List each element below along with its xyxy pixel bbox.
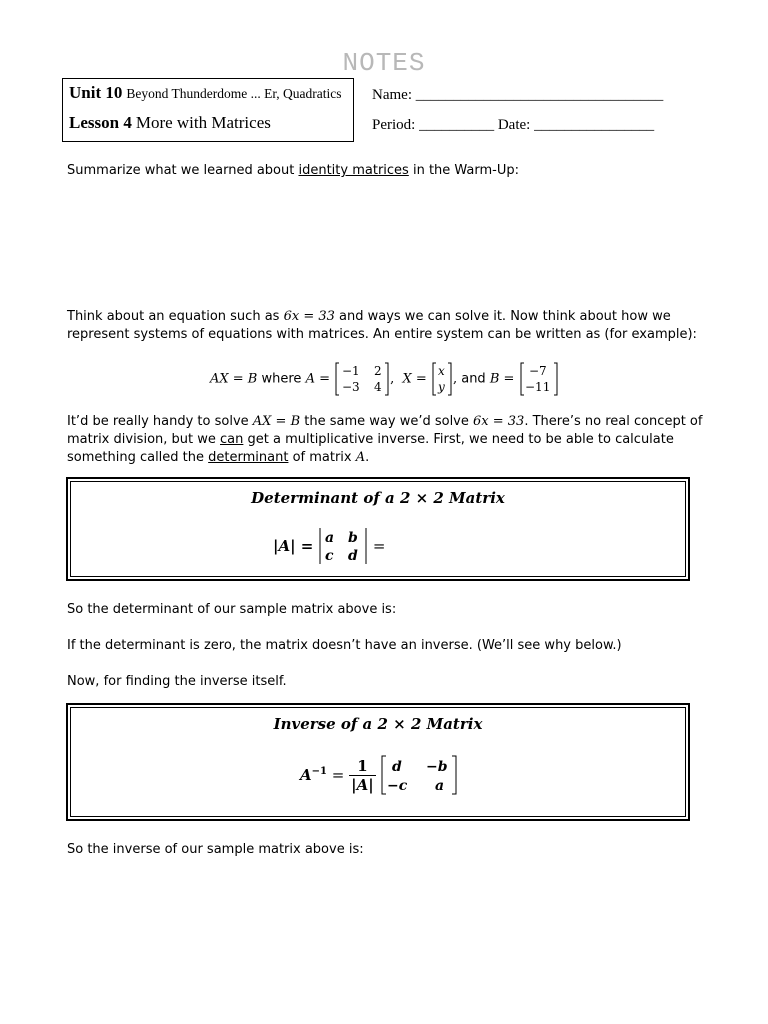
- handy-eq-1: AX = B: [252, 414, 301, 429]
- det-c: c: [325, 548, 334, 564]
- matrix-a: [334, 362, 390, 396]
- det-d: d: [348, 548, 358, 564]
- inv-a-entry: a: [435, 778, 445, 794]
- inverse-formula: [300, 755, 458, 795]
- det-lhs: |A| =: [273, 537, 314, 555]
- handy-determinant: determinant: [208, 450, 289, 465]
- where-text: where: [257, 371, 306, 387]
- b1: −7: [528, 364, 547, 378]
- inv-equals: =: [331, 766, 345, 784]
- det-zero-note: If the determinant is zero, the matrix doesn’t have an inverse. (We’ll see why below.): [67, 638, 622, 653]
- inv-fraction: [349, 757, 376, 794]
- handy-line-1: [67, 413, 702, 431]
- handy-line-2: [67, 431, 674, 449]
- handy-text-h: .: [365, 450, 370, 465]
- a22: 4: [374, 380, 382, 394]
- handy-text-e: get a multiplicative inverse. First, we need to be able to calculate: [243, 432, 674, 447]
- handy-eq-2: 6x = 33: [473, 414, 525, 429]
- determinant-title: Determinant of a 2 × 2 Matrix: [251, 489, 505, 507]
- b-equals: B =: [489, 371, 515, 387]
- comma-1: ,: [390, 371, 395, 387]
- inv-d: d: [392, 759, 403, 775]
- think-text-a: Think about an equation such as: [67, 309, 284, 324]
- inv-numerator: 1: [349, 757, 376, 776]
- inv-sample-prompt: So the inverse of our sample matrix above is:: [67, 842, 364, 857]
- handy-can: can: [220, 432, 244, 447]
- lesson-line: [69, 113, 271, 133]
- lesson-title: More with Matrices: [135, 113, 271, 132]
- det-b: b: [348, 530, 358, 546]
- unit-lesson-box: [62, 78, 354, 142]
- a11: −1: [342, 364, 360, 378]
- period-date-field[interactable]: Period: __________ Date: ________________: [372, 117, 655, 133]
- think-text-b: and ways we can solve it. Now think about how we: [334, 309, 671, 324]
- inv-minus-b: −b: [426, 759, 448, 775]
- inverse-box: [66, 703, 690, 821]
- det-equals: =: [372, 537, 386, 555]
- and-text: and: [457, 371, 490, 387]
- matrix-b: [519, 362, 559, 396]
- determinant-box: [66, 477, 690, 581]
- inverse-title: Inverse of a 2 × 2 Matrix: [273, 715, 483, 733]
- handy-line-3: [67, 449, 369, 467]
- det-a: a: [325, 530, 335, 546]
- lesson-label: Lesson 4: [69, 113, 132, 132]
- x1: x: [437, 364, 445, 378]
- determinant-formula: [273, 527, 385, 565]
- inv-lhs: [300, 766, 327, 784]
- matrix-x: [431, 362, 453, 396]
- warmup-suffix: in the Warm-Up:: [408, 163, 520, 178]
- inv-exp: −1: [311, 766, 327, 777]
- inv-matrix: [380, 755, 458, 795]
- handy-text-f: something called the: [67, 450, 209, 465]
- x-equals: X =: [402, 371, 427, 387]
- x2: y: [437, 380, 445, 394]
- page-heading: NOTES: [342, 48, 426, 78]
- unit-label: Unit 10: [69, 83, 123, 102]
- warmup-prompt: [67, 162, 519, 180]
- inverse-intro: Now, for finding the inverse itself.: [67, 674, 287, 689]
- warmup-prefix: Summarize what we learned about: [67, 163, 299, 178]
- inv-minus-c: −c: [387, 778, 408, 794]
- det-sample-prompt: So the determinant of our sample matrix above is:: [67, 602, 397, 617]
- warmup-term: identity matrices: [298, 163, 409, 178]
- handy-text-d: matrix division, but we: [67, 432, 221, 447]
- handy-text-g: of matrix: [288, 450, 356, 465]
- think-equation: 6x = 33: [283, 309, 335, 324]
- b2: −11: [524, 380, 550, 394]
- think-line-1: [67, 308, 671, 326]
- a21: −3: [342, 380, 360, 394]
- handy-matrix-a: A: [355, 450, 366, 465]
- comma-2: ,: [452, 371, 458, 387]
- think-line-2: represent systems of equations with matrices. An entire system can be written as (for example):: [67, 327, 697, 342]
- a12: 2: [374, 364, 382, 378]
- handy-text-b: the same way we’d solve: [300, 414, 474, 429]
- det-matrix: [318, 527, 368, 565]
- inv-denominator: |A|: [351, 775, 374, 794]
- unit-line: [69, 83, 342, 103]
- a-equals: A =: [305, 371, 330, 387]
- example-system: [210, 362, 559, 396]
- ax-b-equation: AX = B: [210, 371, 258, 387]
- handy-text-c: . There’s no real concept of: [524, 414, 703, 429]
- handy-text-a: It’d be really handy to solve: [67, 414, 253, 429]
- unit-title: Beyond Thunderdome ... Er, Quadratics: [126, 86, 342, 101]
- name-field[interactable]: Name: _________________________________: [372, 87, 664, 103]
- inv-a: A: [300, 766, 312, 784]
